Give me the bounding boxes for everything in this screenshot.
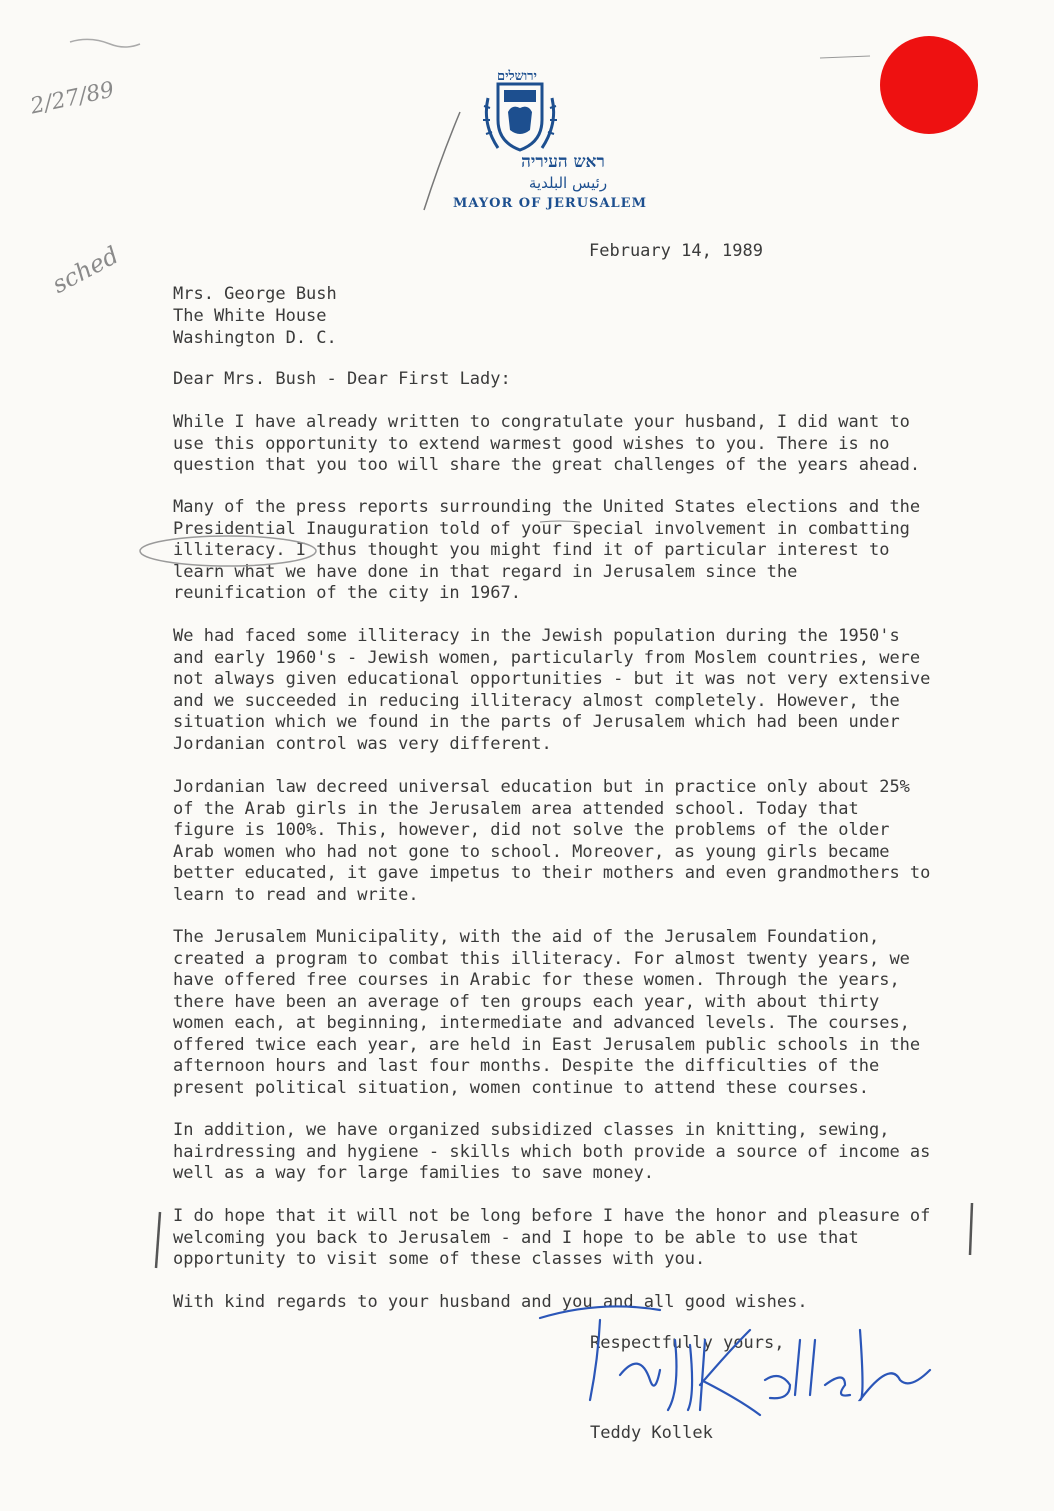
- right-margin-bar: [970, 1203, 972, 1255]
- letter-date: February 14, 1989: [589, 241, 763, 261]
- letterhead-city-hebrew: ירושלים: [497, 69, 537, 84]
- letterhead-title-english: MAYOR OF JERUSALEM: [453, 196, 647, 211]
- paragraph-6: In addition, we have organized subsidized classes in knitting, sewing, hairdressing and hygiene - skills which both provide a source of income as well as a way for large families to save money.: [173, 1120, 931, 1183]
- top-left-scribble-mark: [70, 39, 140, 47]
- paragraph-3: We had faced some illiteracy in the Jewish population during the 1950's and early 1960's - Jewish women, particularly from Moslem countries, were not always given educational opportunities - but it was not very extensive and we succeeded in reducing illiteracy almost completely. However, the situation which we found in the parts of Jerusalem which had been under Jordanian control was very different.: [173, 626, 931, 754]
- top-right-dash-mark: [820, 56, 870, 58]
- paragraph-4: Jordanian law decreed universal education but in practice only about 25% of the Arab girls in the Jerusalem area attended school. Today that figure is 100%. This, however, did not solve the problems of the older Arab women who had not gone to school. Moreover, as young girls became better educated, it gave impetus to their mothers and even grandmothers to learn to read and write.: [173, 777, 931, 905]
- paragraph-5: The Jerusalem Municipality, with the aid of the Jerusalem Foundation, created a program to combat this illiteracy. For almost twenty years, we have offered free courses in Arabic for these women. Through the years, there have been an average of ten groups each year, with about thirty women each, at beginning, intermediate and advanced levels. The courses, offered twice each year, are held in East Jerusalem public schools in the afternoon hours and last four months. Despite the difficulties of the present political situation, women continue to attend these courses.: [173, 927, 921, 1098]
- signer-name: Teddy Kollek: [590, 1423, 713, 1443]
- letterhead-title-hebrew: ראש העיריה: [521, 152, 605, 172]
- closing-line: With kind regards to your husband and you and all good wishes.: [173, 1292, 808, 1312]
- salutation: Dear Mrs. Bush - Dear First Lady:: [173, 369, 511, 389]
- letterhead-slash-mark: [424, 112, 460, 210]
- recipient-line-1: Mrs. George Bush: [173, 284, 337, 304]
- paragraph-7: I do hope that it will not be long before I have the honor and pleasure of welcoming you back to Jerusalem - and I hope to be able to use that opportunity to visit some of these classes with you.: [173, 1206, 931, 1269]
- paragraph-2: Many of the press reports surrounding the United States elections and the Presidential Inauguration told of your special involvement in combatting illiteracy. I thus thought you might find it of particular interest to learn what we have done in that regard in Jerusalem since the reunification of the city in 1967.: [173, 497, 921, 603]
- handwritten-date-note: 2/27/89: [28, 77, 117, 120]
- handwritten-sched-note: sched: [47, 241, 124, 299]
- left-margin-bar: [156, 1212, 160, 1268]
- illiteracy-circle-mark: [140, 536, 316, 566]
- recipient-line-3: Washington D. C.: [173, 328, 337, 348]
- sign-off: Respectfully yours,: [590, 1333, 785, 1353]
- recipient-line-2: The White House: [173, 306, 327, 326]
- paragraph-1: While I have already written to congratulate your husband, I did want to use this opportunity to extend warmest good wishes to you. There is no question that you too will share the great challenges of the years ahead.: [173, 412, 921, 475]
- underline-mark: [540, 521, 580, 522]
- letterhead-title-arabic: رئيس البلدية: [528, 174, 608, 192]
